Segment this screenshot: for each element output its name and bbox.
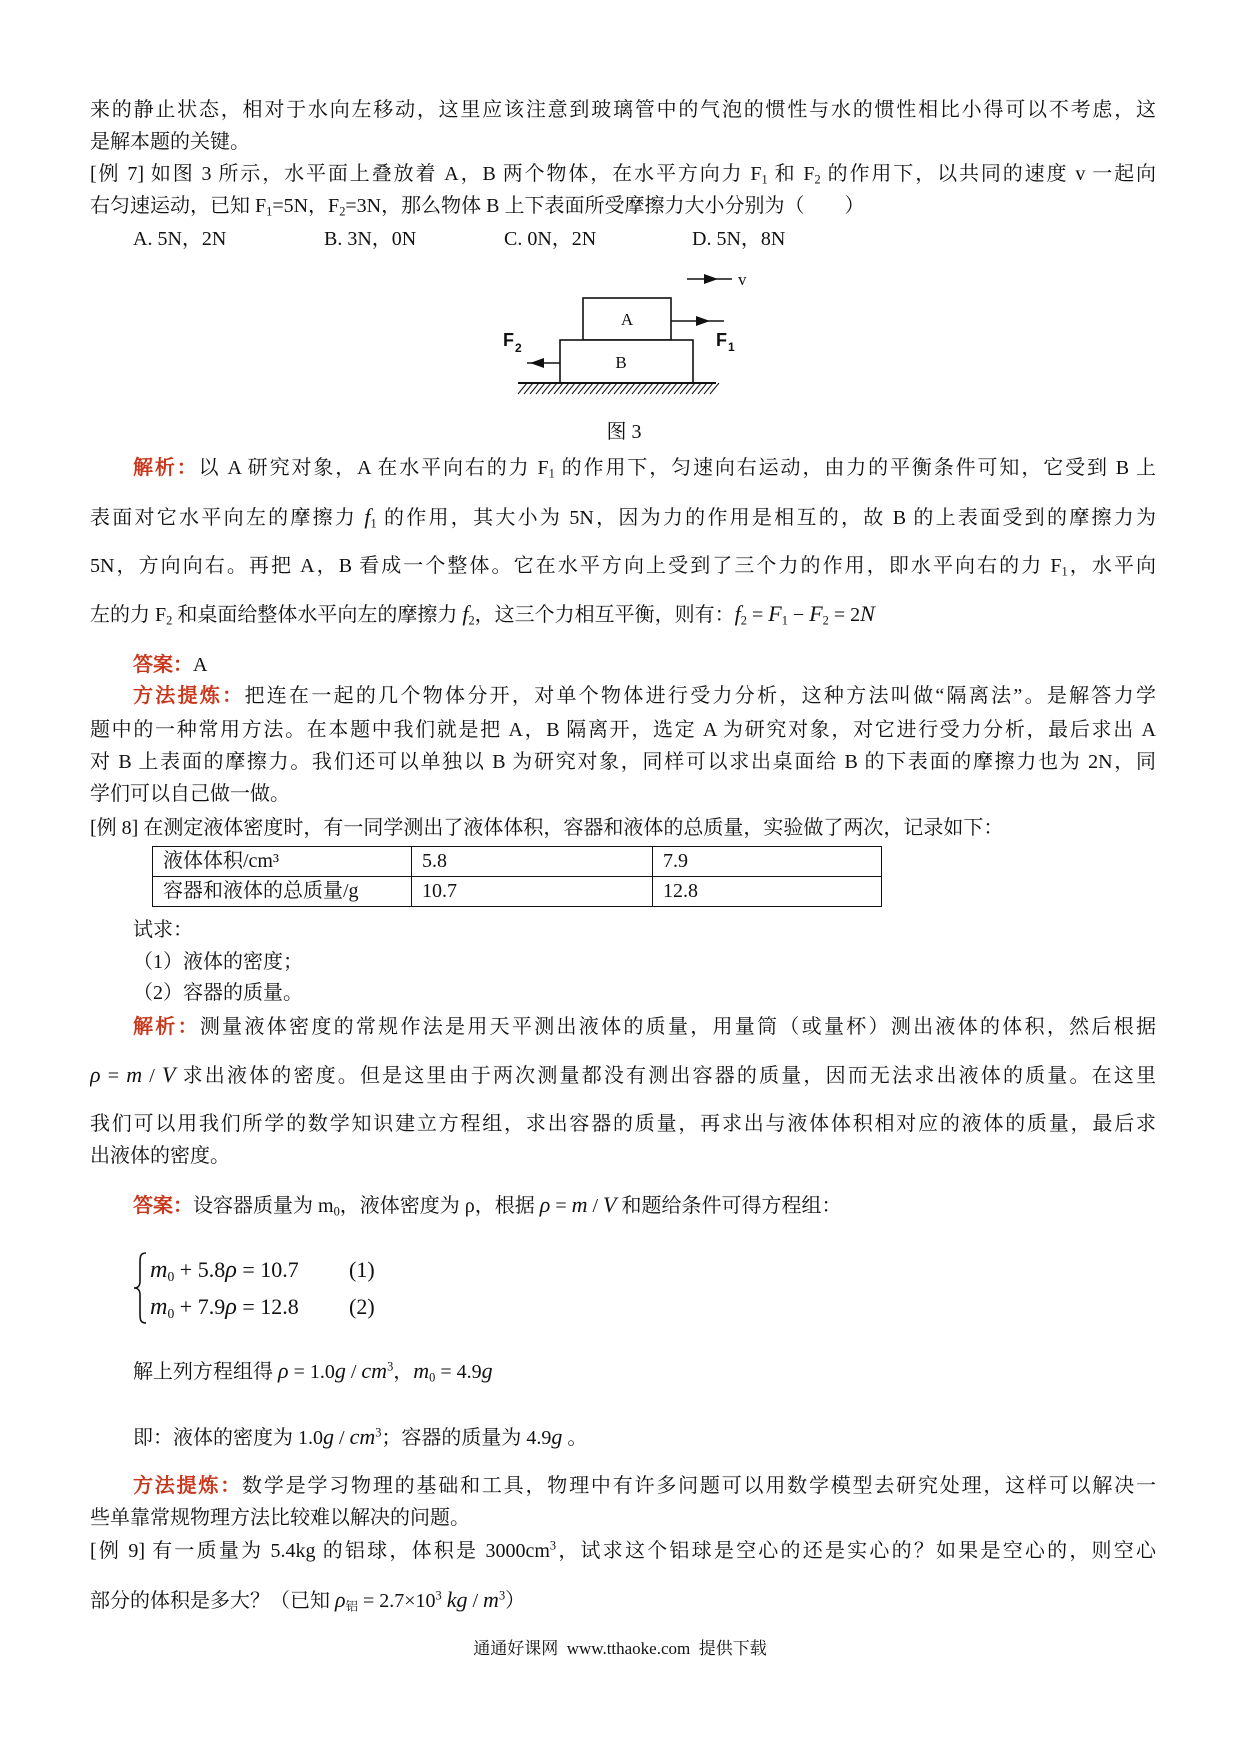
subscript: 1	[266, 204, 273, 219]
text-run: =	[550, 1195, 572, 1217]
subscript: 2	[814, 172, 821, 187]
subscript: 2	[740, 613, 747, 628]
text-run: =3N，那么物体 B 上下表面所受摩擦力大小分别为（ ）	[345, 195, 865, 217]
text-run: ，这三个力相互平衡，则有：	[474, 604, 735, 626]
superscript: 3	[498, 1588, 506, 1603]
math-symbol: V	[161, 1062, 176, 1087]
math-symbol: V	[603, 1192, 617, 1217]
force-f2-label: F	[503, 330, 514, 350]
math-symbol: m	[150, 1293, 168, 1320]
text-run: /	[142, 1065, 162, 1087]
table-cell: 容器和液体的总质量/g	[153, 877, 412, 907]
math-symbol: f	[462, 601, 469, 626]
section-label: 方法提炼：	[133, 685, 245, 707]
subscript: 2	[468, 613, 475, 628]
subscript: 0	[333, 1204, 340, 1219]
text-line	[90, 191, 1156, 221]
table-cell: 液体体积/cm³	[153, 847, 412, 877]
math-symbol: ρ	[278, 1358, 289, 1383]
superscript: 3	[375, 1425, 382, 1440]
superscript: 3	[549, 1538, 557, 1553]
force-f2-arrow	[527, 358, 560, 368]
subscript: 1	[761, 172, 768, 187]
text-run: ，水平向	[1067, 555, 1156, 577]
text-run: （2）容器的质量。	[133, 982, 303, 1004]
block-a-label: A	[620, 310, 634, 329]
text-line	[90, 813, 1156, 843]
text-line	[133, 947, 1156, 977]
text-run: ；容器的质量为 4.9	[381, 1427, 552, 1449]
table-cell: 7.9	[653, 847, 882, 877]
text-run: 部分的体积是多大？（已知	[90, 1590, 335, 1612]
text-run: 左的力 F	[90, 604, 167, 626]
table-row	[153, 847, 882, 877]
subscript: 0	[167, 1269, 175, 1285]
text-line	[133, 978, 1156, 1008]
equation-tag: (1)	[349, 1257, 375, 1282]
math-symbol: ρ	[225, 1293, 237, 1320]
math-symbol: cm	[361, 1358, 388, 1383]
text-run: 测量液体密度的常规作法是用天平测出液体的质量，用量筒（或量杯）测出液体的体积，然后根据	[199, 1016, 1156, 1038]
text-line	[90, 127, 1156, 157]
force-f1-label: F	[716, 330, 727, 350]
text-run: = 2.7×10	[357, 1590, 436, 1612]
equation-2	[150, 1291, 299, 1323]
text-line	[90, 95, 1156, 125]
math-symbol: g	[481, 1358, 493, 1383]
text-run: A	[193, 654, 208, 676]
section-label: 解析：	[133, 1016, 200, 1038]
velocity-arrow	[687, 274, 732, 284]
figure-3	[480, 260, 760, 405]
text-run: 试求：	[133, 919, 193, 941]
text-run: 表面对它水平向左的摩擦力	[90, 507, 365, 529]
text-run: + 5.8	[174, 1257, 226, 1282]
math-symbol: ρ	[539, 1192, 551, 1217]
subscript: 0	[167, 1306, 175, 1322]
section-label: 解析：	[133, 457, 199, 479]
text-run: 和 F	[767, 163, 815, 185]
text-line	[133, 1422, 1156, 1452]
text-line	[133, 1190, 1156, 1220]
text-run: =5N，F	[272, 195, 340, 217]
text-line	[90, 1060, 1156, 1090]
math-symbol: m	[483, 1587, 499, 1612]
text-run: −	[787, 604, 810, 626]
text-run: 以 A 研究对象，A 在水平向右的力 F	[198, 457, 549, 479]
section-label: 方法提炼：	[133, 1475, 243, 1497]
text-run: 。	[562, 1427, 588, 1449]
text-run: + 7.9	[174, 1294, 226, 1319]
math-symbol: kg	[446, 1587, 468, 1612]
ground-surface	[518, 383, 719, 394]
option-d: D. 5N，8N	[692, 228, 786, 250]
text-line	[90, 1536, 1156, 1566]
text-run: [例 8] 在测定液体密度时，有一同学测出了液体体积，容器和液体的总质量，实验做了两次，记录如下：	[90, 817, 1004, 839]
force-f2-subscript: 2	[515, 341, 522, 355]
text-line	[90, 779, 1156, 809]
text-run: ，液体密度为 ρ，根据	[339, 1195, 540, 1217]
text-run: 的作用，其大小为 5N，因为力的作用是相互的，故 B 的上表面受到的摩擦力为	[376, 507, 1156, 529]
math-symbol: ρ	[335, 1587, 346, 1612]
math-symbol: m	[571, 1192, 588, 1217]
table-cell: 12.8	[653, 877, 882, 907]
text-run: 的作用下，匀速向右运动，由力的平衡条件可知，它受到 B 上	[554, 457, 1156, 479]
text-line	[133, 1356, 1156, 1386]
table-row	[153, 877, 882, 907]
superscript: 3	[387, 1359, 394, 1374]
math-symbol: F	[809, 601, 823, 626]
math-symbol: cm	[349, 1424, 376, 1449]
subscript: 1	[548, 466, 555, 481]
text-run: 和题给条件可得方程组：	[616, 1195, 842, 1217]
text-line	[90, 715, 1156, 745]
text-line	[90, 1585, 1156, 1615]
text-run: [例 9] 有一质量为 5.4kg 的铝球，体积是 3000cm	[90, 1540, 550, 1562]
subscript: 铝	[345, 1599, 358, 1614]
text-run: ，试求这个铝球是空心的还是实心的？如果是空心的，则空心	[556, 1540, 1156, 1562]
text-run: = 4.9	[435, 1361, 482, 1383]
text-run: 把连在一起的几个物体分开，对单个物体进行受力分析，这种方法叫做“隔离法”。是解答力学	[244, 685, 1156, 707]
superscript: 3	[435, 1588, 442, 1603]
text-run: 出液体的密度。	[90, 1145, 230, 1167]
subscript: 1	[781, 613, 788, 628]
page-footer: 通通好课网 www.tthaoke.com 提供下载	[473, 1639, 767, 1658]
text-run: /	[467, 1590, 484, 1612]
math-symbol: f	[734, 601, 741, 626]
subscript: 0	[429, 1370, 436, 1385]
text-line	[90, 1109, 1156, 1139]
equation-1	[150, 1254, 299, 1286]
text-run: 5N，方向向右。再把 A，B 看成一个整体。它在水平方向上受到了三个力的作用，即水平向右的力 F	[90, 555, 1062, 577]
text-line	[90, 502, 1156, 532]
text-run: 和桌面给整体水平向左的摩擦力	[172, 604, 463, 626]
text-run: [例 7] 如图 3 所示，水平面上叠放着 A，B 两个物体，在水平方向力 F	[90, 163, 762, 185]
text-run: = 2	[828, 604, 861, 626]
text-run: /	[345, 1361, 362, 1383]
math-symbol: N	[860, 601, 875, 626]
text-line	[90, 1141, 1156, 1171]
text-run: 设容器质量为 m	[193, 1195, 334, 1217]
text-run: = 12.8	[236, 1294, 299, 1319]
force-f1-arrow	[671, 316, 724, 326]
measurement-table	[152, 846, 882, 907]
section-label: 答案：	[133, 1195, 193, 1217]
text-line	[90, 551, 1156, 581]
text-run: = 10.7	[236, 1257, 299, 1282]
text-run: =	[746, 604, 769, 626]
text-line	[90, 159, 1156, 189]
subscript: 1	[1061, 564, 1068, 579]
math-symbol: ρ	[225, 1256, 237, 1283]
math-symbol: ρ	[90, 1062, 101, 1087]
equation-tag: (2)	[349, 1294, 375, 1319]
table-cell: 10.7	[412, 877, 653, 907]
text-line	[133, 1471, 1156, 1501]
left-brace	[132, 1251, 148, 1325]
text-run: 学们可以自己做一做。	[90, 783, 290, 805]
text-run: 求出液体的密度。但是这里由于两次测量都没有测出容器的质量，因而无法求出液体的质量。在这里	[175, 1065, 1156, 1087]
text-run: /	[334, 1427, 350, 1449]
text-run: 的作用下，以共同的速度 v 一起向	[820, 163, 1156, 185]
table-cell: 5.8	[412, 847, 653, 877]
math-symbol: f	[364, 504, 371, 529]
text-run: 解上列方程组得	[133, 1361, 278, 1383]
math-symbol: g	[323, 1424, 334, 1449]
text-run: 是解本题的关键。	[90, 131, 250, 153]
text-line	[133, 915, 1156, 945]
text-run: 我们可以用我们所学的数学知识建立方程组，求出容器的质量，再求出与液体体积相对应的液体的质量，最后求	[90, 1113, 1156, 1135]
text-line	[133, 453, 1156, 483]
text-run: 右匀速运动，已知 F	[90, 195, 267, 217]
text-run: = 1.0	[288, 1361, 335, 1383]
text-run: /	[587, 1195, 604, 1217]
subscript: 2	[822, 613, 829, 628]
text-run: ，	[393, 1361, 414, 1383]
text-line	[133, 650, 1156, 680]
text-run: ）	[505, 1590, 526, 1612]
block-b-label: B	[615, 353, 627, 372]
math-symbol: m	[126, 1062, 143, 1087]
subscript: 2	[339, 204, 346, 219]
text-run: =	[100, 1065, 127, 1087]
option-c: C. 0N，2N	[504, 228, 597, 250]
text-line	[90, 1503, 1156, 1533]
text-run: 来的静止状态，相对于水向左移动，这里应该注意到玻璃管中的气泡的惯性与水的惯性相比小得可以不考虑，这	[90, 99, 1156, 121]
force-f1-subscript: 1	[728, 340, 735, 354]
velocity-label: v	[738, 270, 747, 289]
text-run: 数学是学习物理的基础和工具，物理中有许多问题可以用数学模型去研究处理，这样可以解决一	[242, 1475, 1156, 1497]
text-line	[133, 681, 1156, 711]
text-line	[133, 1012, 1156, 1042]
text-line	[90, 747, 1156, 777]
text-run: 些单靠常规物理方法比较难以解决的问题。	[90, 1507, 470, 1529]
subscript: 2	[166, 613, 173, 628]
text-line	[90, 599, 1156, 629]
math-symbol: m	[413, 1358, 430, 1383]
option-b: B. 3N，0N	[324, 228, 417, 250]
math-symbol: F	[768, 601, 782, 626]
subscript: 1	[370, 516, 377, 531]
math-symbol: g	[334, 1358, 346, 1383]
text-run: （1）液体的密度；	[133, 951, 303, 973]
text-run: 即：液体的密度为 1.0	[133, 1427, 323, 1449]
text-run: 题中的一种常用方法。在本题中我们就是把 A，B 隔离开，选定 A 为研究对象，对它进行受力分析，最后求出 A	[90, 719, 1156, 741]
section-label: 答案：	[133, 654, 193, 676]
option-a: A. 5N，2N	[133, 228, 227, 250]
text-run: 对 B 上表面的摩擦力。我们还可以单独以 B 为研究对象，同样可以求出桌面给 B 的下表面的摩擦力也为 2N，同	[90, 751, 1156, 773]
math-symbol: m	[150, 1256, 168, 1283]
math-symbol: g	[551, 1424, 563, 1449]
figure-caption: 图 3	[606, 421, 642, 443]
